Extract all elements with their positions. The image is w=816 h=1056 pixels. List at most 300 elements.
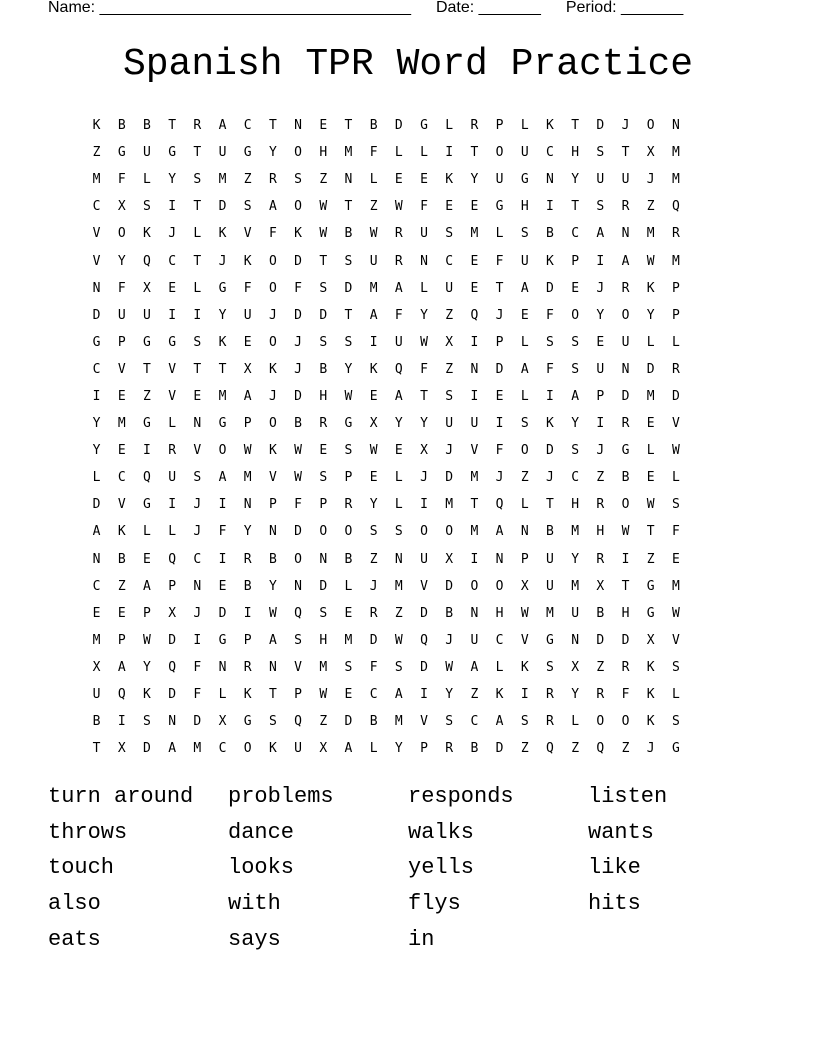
grid-letter[interactable]: P (671, 307, 680, 323)
grid-letter[interactable]: G (495, 199, 504, 215)
grid-letter[interactable]: N (218, 659, 227, 675)
grid-letter[interactable]: G (646, 605, 655, 621)
grid-letter[interactable]: A (495, 524, 504, 540)
grid-letter[interactable]: Q (596, 741, 605, 757)
grid-letter[interactable]: L (520, 388, 529, 404)
grid-letter[interactable]: S (319, 280, 328, 296)
grid-letter[interactable]: Z (646, 551, 655, 567)
grid-letter[interactable]: S (344, 659, 353, 675)
grid-letter[interactable]: V (294, 659, 302, 675)
grid-letter[interactable]: F (193, 659, 202, 675)
grid-letter[interactable]: Y (571, 551, 580, 567)
grid-letter[interactable]: Z (394, 605, 403, 621)
grid-letter[interactable]: L (671, 334, 680, 350)
grid-letter[interactable]: Z (520, 470, 529, 486)
grid-letter[interactable]: R (621, 199, 630, 215)
grid-letter[interactable]: I (243, 605, 252, 621)
grid-letter[interactable]: M (671, 172, 680, 188)
grid-letter[interactable]: E (394, 172, 403, 188)
grid-letter[interactable]: N (470, 605, 479, 621)
grid-letter[interactable]: Q (470, 307, 479, 323)
grid-letter[interactable]: W (646, 253, 655, 269)
grid-letter[interactable]: H (520, 199, 529, 215)
grid-letter[interactable]: U (571, 605, 580, 621)
grid-letter[interactable]: K (445, 172, 454, 188)
grid-letter[interactable]: I (193, 307, 202, 323)
grid-letter[interactable]: I (218, 497, 227, 513)
grid-letter[interactable]: M (344, 632, 353, 648)
grid-letter[interactable]: L (671, 470, 680, 486)
grid-letter[interactable]: P (319, 497, 328, 513)
grid-letter[interactable]: R (344, 497, 353, 513)
grid-letter[interactable]: D (319, 578, 328, 594)
grid-letter[interactable]: B (621, 470, 630, 486)
grid-letter[interactable]: G (117, 145, 126, 161)
grid-letter[interactable]: N (344, 172, 353, 188)
grid-letter[interactable]: I (193, 632, 202, 648)
grid-letter[interactable]: S (369, 524, 378, 540)
grid-letter[interactable]: D (369, 632, 378, 648)
grid-letter[interactable]: I (218, 551, 227, 567)
grid-letter[interactable]: W (268, 605, 277, 621)
grid-letter[interactable]: Z (92, 145, 101, 161)
grid-letter[interactable]: B (546, 524, 554, 540)
grid-letter[interactable]: T (193, 361, 202, 377)
grid-letter[interactable]: X (369, 416, 378, 432)
grid-letter[interactable]: M (369, 280, 378, 296)
grid-letter[interactable]: S (671, 659, 680, 675)
grid-letter[interactable]: B (344, 226, 353, 242)
grid-letter[interactable]: F (495, 443, 504, 459)
grid-letter[interactable]: A (369, 307, 378, 323)
grid-letter[interactable]: F (369, 659, 378, 675)
grid-letter[interactable]: P (117, 632, 126, 648)
grid-letter[interactable]: I (420, 687, 428, 703)
grid-letter[interactable]: L (394, 470, 403, 486)
grid-letter[interactable]: U (420, 551, 428, 567)
grid-letter[interactable]: J (193, 497, 202, 513)
grid-letter[interactable]: K (546, 118, 554, 134)
grid-letter[interactable]: X (117, 199, 126, 215)
grid-letter[interactable]: F (294, 497, 302, 513)
grid-letter[interactable]: T (420, 388, 428, 404)
grid-letter[interactable]: K (646, 714, 655, 730)
grid-letter[interactable]: D (344, 714, 353, 730)
grid-letter[interactable]: B (470, 741, 479, 757)
grid-letter[interactable]: G (168, 145, 177, 161)
grid-letter[interactable]: S (571, 443, 580, 459)
grid-letter[interactable]: E (671, 551, 680, 567)
grid-letter[interactable]: V (243, 226, 252, 242)
grid-letter[interactable]: A (596, 226, 605, 242)
grid-letter[interactable]: R (596, 687, 605, 703)
grid-letter[interactable]: L (571, 714, 580, 730)
grid-letter[interactable]: A (218, 118, 227, 134)
grid-letter[interactable]: Y (369, 497, 378, 513)
grid-letter[interactable]: D (394, 118, 403, 134)
grid-letter[interactable]: Y (445, 687, 454, 703)
grid-letter[interactable]: C (218, 741, 227, 757)
grid-letter[interactable]: L (420, 280, 428, 296)
grid-letter[interactable]: I (445, 145, 454, 161)
grid-letter[interactable]: C (117, 470, 126, 486)
grid-letter[interactable]: X (646, 632, 655, 648)
grid-letter[interactable]: Z (445, 307, 454, 323)
grid-letter[interactable]: B (319, 361, 328, 377)
grid-letter[interactable]: U (520, 145, 529, 161)
grid-letter[interactable]: Z (319, 714, 328, 730)
grid-letter[interactable]: U (243, 307, 252, 323)
grid-letter[interactable]: V (117, 497, 126, 513)
grid-letter[interactable]: O (621, 497, 630, 513)
grid-letter[interactable]: Y (143, 659, 151, 675)
grid-letter[interactable]: B (294, 416, 302, 432)
grid-letter[interactable]: W (319, 199, 328, 215)
grid-letter[interactable]: J (268, 388, 277, 404)
grid-letter[interactable]: X (445, 551, 454, 567)
grid-letter[interactable]: B (596, 605, 605, 621)
grid-letter[interactable]: T (344, 199, 353, 215)
grid-letter[interactable]: E (117, 605, 126, 621)
grid-letter[interactable]: T (621, 578, 630, 594)
grid-letter[interactable]: B (445, 605, 454, 621)
grid-letter[interactable]: L (168, 416, 177, 432)
grid-letter[interactable]: E (193, 388, 202, 404)
grid-letter[interactable]: E (344, 605, 353, 621)
grid-letter[interactable]: A (470, 659, 479, 675)
grid-letter[interactable]: R (546, 714, 554, 730)
grid-letter[interactable]: U (394, 334, 403, 350)
grid-letter[interactable]: R (394, 253, 403, 269)
grid-letter[interactable]: N (470, 361, 479, 377)
grid-letter[interactable]: E (319, 118, 328, 134)
grid-letter[interactable]: S (319, 470, 328, 486)
grid-letter[interactable]: D (495, 741, 504, 757)
grid-letter[interactable]: L (495, 659, 504, 675)
grid-letter[interactable]: N (571, 632, 580, 648)
grid-letter[interactable]: N (394, 551, 403, 567)
grid-letter[interactable]: Y (92, 443, 101, 459)
grid-letter[interactable]: K (218, 334, 227, 350)
grid-letter[interactable]: X (420, 443, 428, 459)
grid-letter[interactable]: O (596, 714, 605, 730)
grid-letter[interactable]: U (294, 741, 302, 757)
grid-letter[interactable]: U (445, 280, 454, 296)
grid-letter[interactable]: D (218, 605, 227, 621)
grid-letter[interactable]: X (117, 741, 126, 757)
grid-letter[interactable]: N (243, 497, 252, 513)
grid-letter[interactable]: W (671, 443, 680, 459)
grid-letter[interactable]: E (420, 172, 428, 188)
grid-letter[interactable]: D (193, 714, 202, 730)
grid-letter[interactable]: Y (92, 416, 101, 432)
grid-letter[interactable]: I (596, 416, 605, 432)
grid-letter[interactable]: D (420, 659, 428, 675)
grid-letter[interactable]: S (394, 524, 403, 540)
grid-letter[interactable]: M (646, 388, 655, 404)
grid-letter[interactable]: M (470, 470, 479, 486)
grid-letter[interactable]: M (218, 388, 227, 404)
grid-letter[interactable]: S (344, 443, 353, 459)
grid-letter[interactable]: N (621, 226, 630, 242)
grid-letter[interactable]: U (445, 416, 454, 432)
grid-letter[interactable]: E (92, 605, 101, 621)
grid-letter[interactable]: J (546, 470, 554, 486)
grid-letter[interactable]: M (470, 226, 479, 242)
grid-letter[interactable]: A (117, 659, 126, 675)
grid-letter[interactable]: Z (596, 659, 605, 675)
grid-letter[interactable]: G (243, 714, 252, 730)
grid-letter[interactable]: M (394, 714, 403, 730)
grid-letter[interactable]: T (344, 307, 353, 323)
grid-letter[interactable]: Z (243, 172, 252, 188)
grid-letter[interactable]: S (520, 416, 529, 432)
grid-letter[interactable]: G (143, 497, 151, 513)
grid-letter[interactable]: N (546, 172, 554, 188)
grid-letter[interactable]: B (243, 578, 252, 594)
grid-letter[interactable]: W (420, 334, 428, 350)
grid-letter[interactable]: T (268, 118, 277, 134)
grid-letter[interactable]: S (319, 605, 328, 621)
grid-letter[interactable]: D (671, 388, 680, 404)
grid-letter[interactable]: E (218, 578, 227, 594)
grid-letter[interactable]: R (268, 172, 277, 188)
grid-letter[interactable]: P (268, 497, 277, 513)
grid-letter[interactable]: O (268, 334, 277, 350)
grid-letter[interactable]: D (218, 199, 227, 215)
grid-letter[interactable]: E (470, 253, 479, 269)
grid-letter[interactable]: D (168, 687, 177, 703)
grid-letter[interactable]: T (470, 145, 479, 161)
grid-letter[interactable]: O (470, 578, 479, 594)
grid-letter[interactable]: K (520, 659, 529, 675)
grid-letter[interactable]: Y (470, 172, 479, 188)
grid-letter[interactable]: Q (671, 199, 680, 215)
grid-letter[interactable]: J (596, 443, 605, 459)
grid-letter[interactable]: G (218, 280, 227, 296)
grid-letter[interactable]: D (445, 578, 454, 594)
grid-letter[interactable]: O (571, 307, 580, 323)
grid-letter[interactable]: D (92, 307, 101, 323)
grid-letter[interactable]: I (168, 307, 177, 323)
grid-letter[interactable]: L (394, 497, 403, 513)
grid-letter[interactable]: Y (117, 253, 126, 269)
grid-letter[interactable]: J (168, 226, 177, 242)
grid-letter[interactable]: O (495, 578, 504, 594)
grid-letter[interactable]: Y (344, 361, 353, 377)
grid-letter[interactable]: N (621, 361, 630, 377)
grid-letter[interactable]: Y (596, 307, 605, 323)
grid-letter[interactable]: Z (646, 199, 655, 215)
grid-letter[interactable]: R (168, 443, 177, 459)
grid-letter[interactable]: K (92, 118, 101, 134)
grid-letter[interactable]: O (268, 253, 277, 269)
grid-letter[interactable]: S (344, 253, 353, 269)
grid-letter[interactable]: O (319, 524, 328, 540)
grid-letter[interactable]: F (546, 361, 554, 377)
grid-letter[interactable]: I (470, 388, 479, 404)
grid-letter[interactable]: U (92, 687, 101, 703)
grid-letter[interactable]: E (470, 199, 479, 215)
grid-letter[interactable]: A (520, 280, 529, 296)
grid-letter[interactable]: L (193, 280, 202, 296)
grid-letter[interactable]: B (546, 226, 554, 242)
grid-letter[interactable]: S (193, 470, 202, 486)
grid-letter[interactable]: R (369, 605, 378, 621)
grid-letter[interactable]: N (520, 524, 529, 540)
grid-letter[interactable]: S (596, 199, 605, 215)
grid-letter[interactable]: T (621, 145, 630, 161)
grid-letter[interactable]: Y (571, 416, 580, 432)
grid-letter[interactable]: Z (445, 361, 454, 377)
grid-letter[interactable]: K (117, 524, 126, 540)
grid-letter[interactable]: G (243, 145, 252, 161)
grid-letter[interactable]: I (369, 334, 378, 350)
grid-letter[interactable]: C (92, 578, 101, 594)
grid-letter[interactable]: E (168, 280, 177, 296)
grid-letter[interactable]: W (520, 605, 529, 621)
grid-letter[interactable]: G (420, 118, 428, 134)
grid-letter[interactable]: R (193, 118, 202, 134)
grid-letter[interactable]: M (92, 172, 101, 188)
grid-letter[interactable]: V (117, 361, 126, 377)
grid-letter[interactable]: O (243, 741, 252, 757)
grid-letter[interactable]: E (646, 470, 655, 486)
grid-letter[interactable]: H (319, 632, 328, 648)
grid-letter[interactable]: G (143, 334, 151, 350)
grid-letter[interactable]: I (168, 497, 177, 513)
grid-letter[interactable]: V (520, 632, 529, 648)
grid-letter[interactable]: K (268, 741, 277, 757)
grid-letter[interactable]: U (621, 172, 630, 188)
grid-letter[interactable]: W (344, 388, 353, 404)
grid-letter[interactable]: D (168, 632, 177, 648)
grid-letter[interactable]: F (243, 280, 252, 296)
grid-letter[interactable]: E (143, 551, 151, 567)
grid-letter[interactable]: S (193, 172, 202, 188)
grid-letter[interactable]: J (420, 470, 428, 486)
grid-letter[interactable]: V (420, 714, 428, 730)
grid-letter[interactable]: P (344, 470, 353, 486)
grid-letter[interactable]: L (520, 334, 529, 350)
grid-letter[interactable]: S (394, 659, 403, 675)
grid-letter[interactable]: L (193, 226, 202, 242)
grid-letter[interactable]: S (193, 334, 202, 350)
grid-letter[interactable]: K (646, 687, 655, 703)
grid-letter[interactable]: I (470, 334, 479, 350)
grid-letter[interactable]: A (621, 253, 630, 269)
grid-letter[interactable]: L (92, 470, 101, 486)
grid-letter[interactable]: J (193, 524, 202, 540)
grid-letter[interactable]: Z (520, 741, 529, 757)
grid-letter[interactable]: O (294, 551, 302, 567)
grid-letter[interactable]: S (571, 361, 580, 377)
grid-letter[interactable]: F (394, 307, 403, 323)
grid-letter[interactable]: J (369, 578, 378, 594)
grid-letter[interactable]: R (546, 687, 554, 703)
grid-letter[interactable]: X (218, 714, 227, 730)
grid-letter[interactable]: Q (294, 714, 302, 730)
grid-letter[interactable]: F (268, 226, 277, 242)
grid-letter[interactable]: N (420, 253, 428, 269)
grid-letter[interactable]: E (344, 687, 353, 703)
grid-letter[interactable]: U (546, 578, 554, 594)
grid-letter[interactable]: F (117, 280, 126, 296)
grid-letter[interactable]: G (621, 443, 630, 459)
grid-letter[interactable]: I (621, 551, 630, 567)
grid-letter[interactable]: H (319, 388, 328, 404)
grid-letter[interactable]: B (369, 714, 378, 730)
grid-letter[interactable]: R (621, 416, 630, 432)
grid-letter[interactable]: L (218, 687, 227, 703)
grid-letter[interactable]: R (621, 659, 630, 675)
grid-letter[interactable]: P (243, 632, 252, 648)
grid-letter[interactable]: C (369, 687, 378, 703)
grid-letter[interactable]: T (646, 524, 655, 540)
grid-letter[interactable]: C (571, 470, 580, 486)
grid-letter[interactable]: V (168, 388, 177, 404)
grid-letter[interactable]: M (571, 578, 580, 594)
grid-letter[interactable]: Z (596, 470, 605, 486)
grid-letter[interactable]: N (193, 578, 202, 594)
grid-letter[interactable]: H (319, 145, 328, 161)
grid-letter[interactable]: H (596, 524, 605, 540)
grid-letter[interactable]: G (92, 334, 101, 350)
grid-letter[interactable]: W (369, 443, 378, 459)
grid-letter[interactable]: U (495, 172, 504, 188)
grid-letter[interactable]: M (117, 416, 126, 432)
grid-letter[interactable]: J (445, 632, 454, 648)
grid-letter[interactable]: T (344, 118, 353, 134)
grid-letter[interactable]: G (218, 632, 227, 648)
grid-letter[interactable]: G (646, 578, 655, 594)
period-blank[interactable]: _______ (621, 0, 684, 16)
grid-letter[interactable]: S (445, 226, 454, 242)
grid-letter[interactable]: O (495, 145, 504, 161)
grid-letter[interactable]: D (445, 470, 454, 486)
grid-letter[interactable]: G (218, 416, 227, 432)
grid-letter[interactable]: T (193, 199, 202, 215)
grid-letter[interactable]: D (344, 280, 353, 296)
grid-letter[interactable]: A (168, 741, 177, 757)
grid-letter[interactable]: R (596, 497, 605, 513)
grid-letter[interactable]: C (92, 199, 101, 215)
grid-letter[interactable]: B (117, 551, 126, 567)
grid-letter[interactable]: K (495, 687, 504, 703)
grid-letter[interactable]: K (243, 687, 252, 703)
grid-letter[interactable]: Y (243, 524, 252, 540)
grid-letter[interactable]: M (671, 253, 680, 269)
grid-letter[interactable]: X (520, 578, 529, 594)
grid-letter[interactable]: T (143, 361, 151, 377)
grid-letter[interactable]: K (268, 443, 277, 459)
grid-letter[interactable]: B (117, 118, 126, 134)
grid-letter[interactable]: K (646, 659, 655, 675)
grid-letter[interactable]: P (671, 280, 680, 296)
grid-letter[interactable]: V (193, 443, 202, 459)
grid-letter[interactable]: D (294, 307, 302, 323)
grid-letter[interactable]: I (143, 443, 151, 459)
grid-letter[interactable]: E (470, 280, 479, 296)
grid-letter[interactable]: D (546, 280, 554, 296)
grid-letter[interactable]: V (168, 361, 177, 377)
grid-letter[interactable]: D (294, 253, 302, 269)
grid-letter[interactable]: J (596, 280, 605, 296)
grid-letter[interactable]: O (268, 416, 277, 432)
grid-letter[interactable]: K (143, 226, 151, 242)
grid-letter[interactable]: S (546, 659, 554, 675)
grid-letter[interactable]: X (243, 361, 252, 377)
